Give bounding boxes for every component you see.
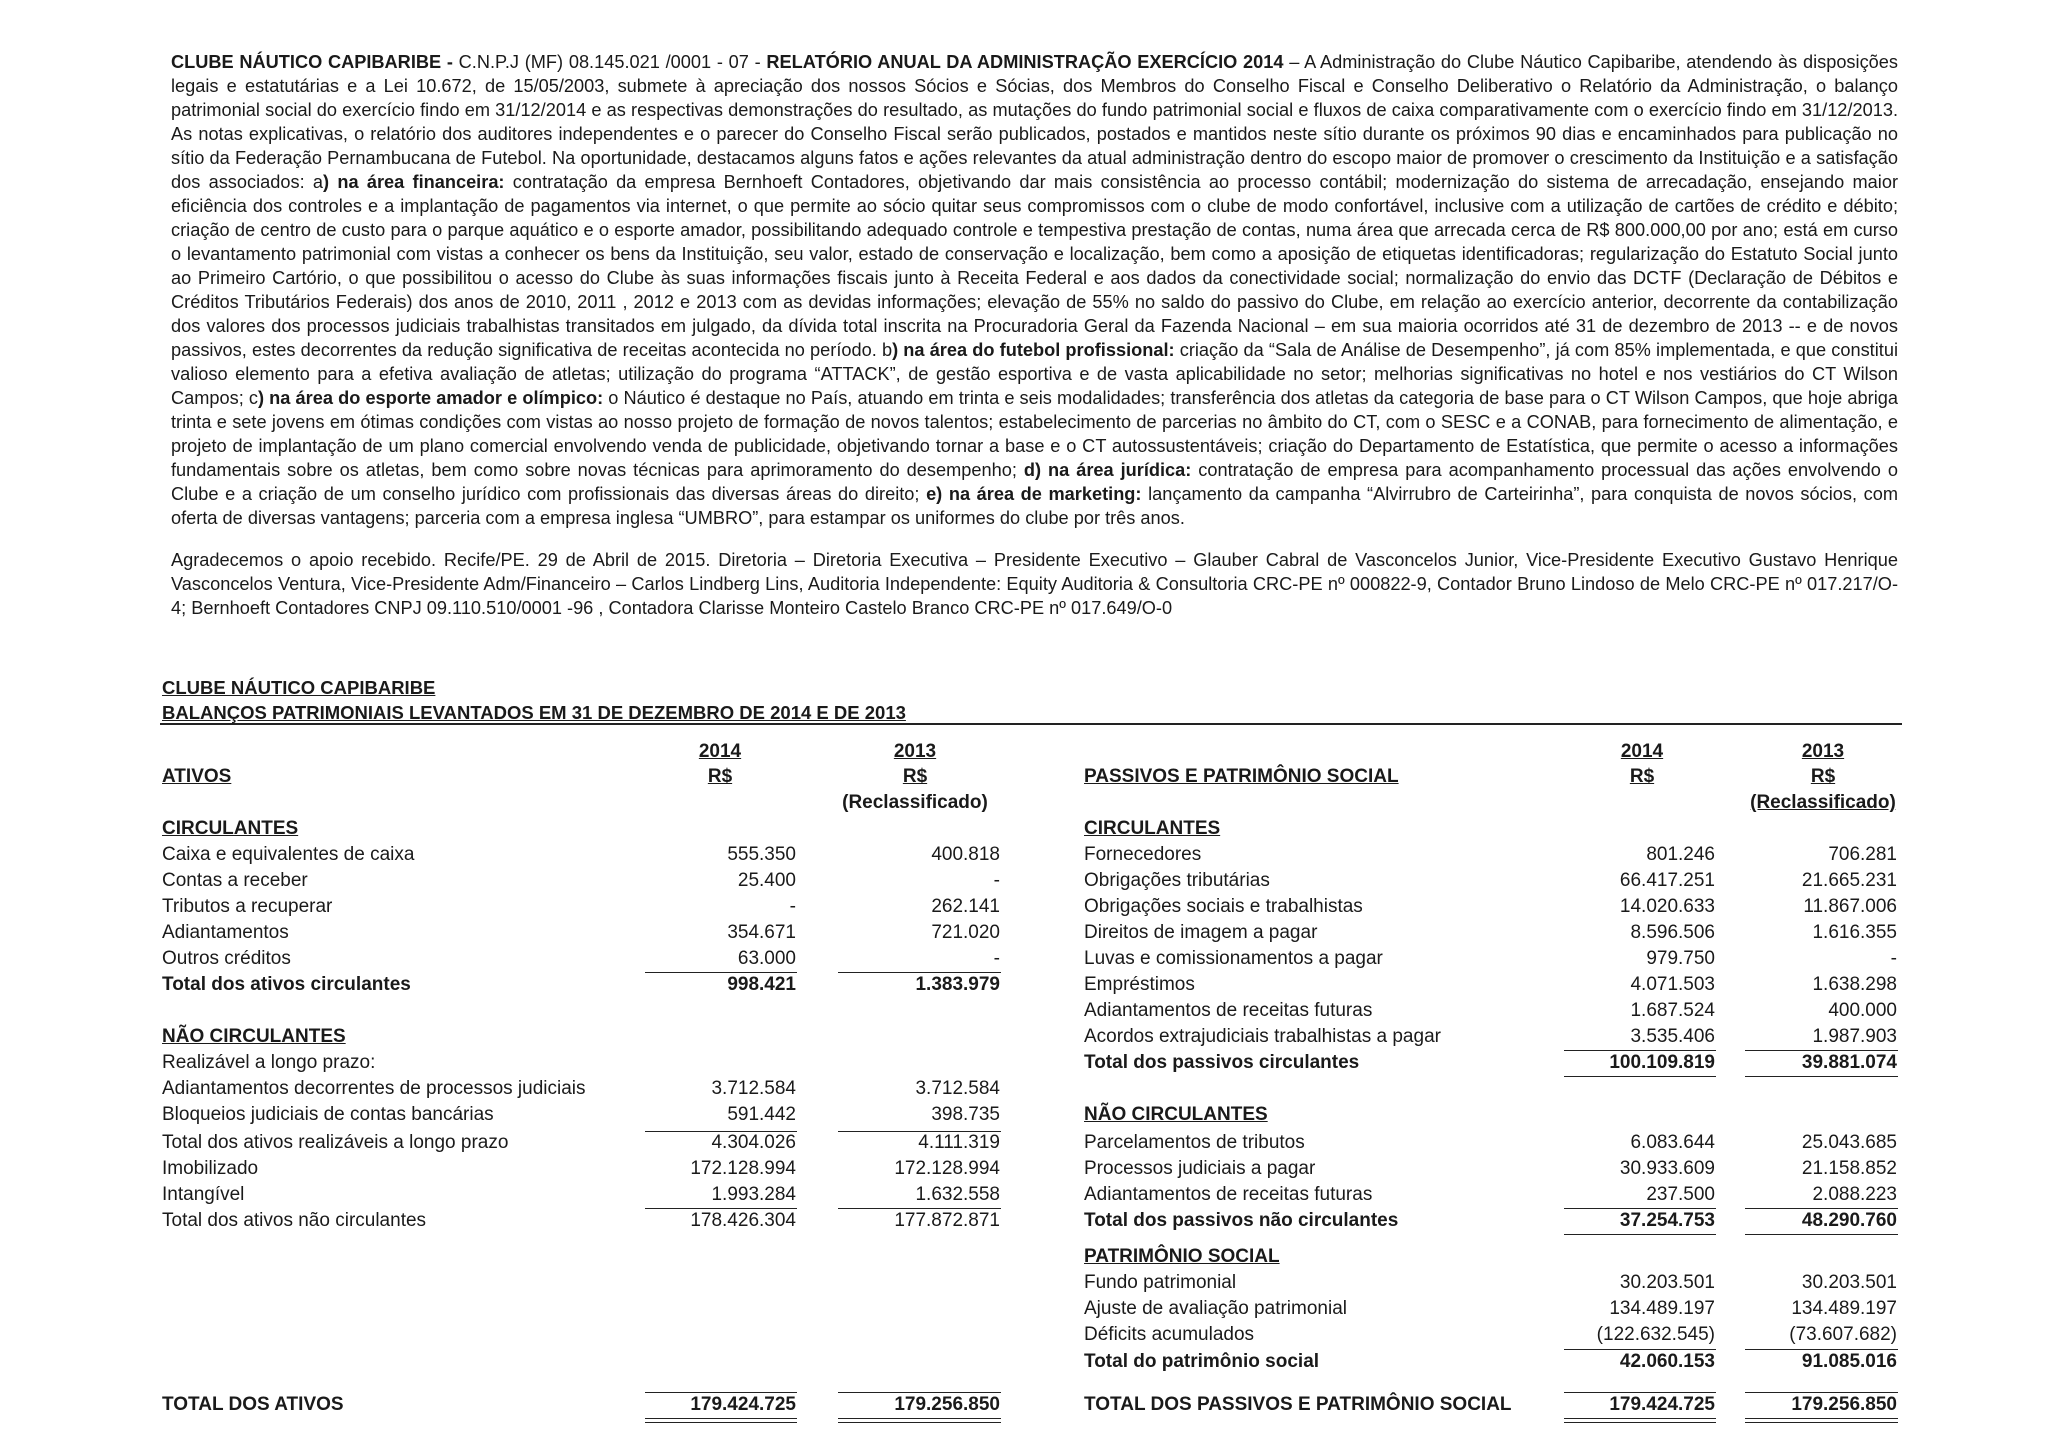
assets-total-label: TOTAL DOS ATIVOS	[162, 1394, 344, 1415]
assets-nc-total-2014: 178.426.304	[690, 1210, 796, 1231]
liab-current-row-2013: 1.638.298	[1812, 974, 1897, 995]
balance-header-rule	[160, 723, 1902, 725]
equity-row-label: Déficits acumulados	[1084, 1324, 1255, 1345]
liab-currency-2014: R$	[1629, 766, 1655, 787]
assets-current-total-2014: 998.421	[727, 974, 796, 995]
liab-current-total-2014: 100.109.819	[1609, 1052, 1715, 1073]
liab-total-double-line	[1745, 1418, 1898, 1423]
intro-segment: C.N.P.J (MF) 08.145.021 /0001 - 07 -	[452, 52, 767, 72]
asset-lp-row-2013: 3.712.584	[915, 1078, 1000, 1099]
liab-current-row-label: Luvas e comissionamentos a pagar	[1084, 948, 1383, 969]
balance-company: CLUBE NÁUTICO CAPIBARIBE	[162, 677, 436, 698]
assets-lp-total-2013: 4.111.319	[918, 1132, 1000, 1153]
intro-segment: ) na área do futebol profissional:	[892, 340, 1175, 360]
assets-nc-total-2013: 177.872.871	[894, 1210, 1000, 1231]
liab-current-row-2014: 66.417.251	[1619, 870, 1715, 891]
liab-current-row-2013: 706.281	[1828, 844, 1897, 865]
liab-nc-row-label: Processos judiciais a pagar	[1084, 1158, 1316, 1179]
liab-current-row-2014: 801.246	[1646, 844, 1715, 865]
liab-current-row-2014: 4.071.503	[1630, 974, 1715, 995]
assets-currency-2014: R$	[707, 766, 733, 787]
assets-total-double-line	[838, 1418, 1001, 1423]
intro-segment: – A Administração do Clube Náutico Capibaribe, atendendo às disposições legais e estatutárias e a Lei 10.672, de 15/05/2003, submete à apreciação dos nossos Sócios e Sócias, dos Membros do Conselho Fiscal e Conselho Deliberativo o Relatório da Administração, o balanço patrimonial social do exercício findo em 31/12/2014 e as respectivas demonstrações do resultado, as mutações do fundo patrimonial social e fluxos de caixa comparativamente com o exercício findo em 31/12/2013. As notas explicativas, o relatório dos auditores independentes e o parecer do Conselho Fiscal serão publicados, postados e mantidos neste sítio durante os próximos 90 dias e encaminhados para publicação no sítio da Federação Pernambucana de Futebol. Na oportunidade, destacamos alguns fatos e ações relevantes da atual administração dentro do escopo maior de promover o crescimento da Instituição e a satisfação dos associados: a	[171, 52, 1898, 192]
equity-total-label: Total do patrimônio social	[1084, 1351, 1320, 1372]
liab-year-2013: 2013	[1801, 741, 1845, 762]
liab-currency-2013: R$	[1810, 766, 1836, 787]
liab-current-row-2013: 1.987.903	[1812, 1026, 1897, 1047]
intro-segment: lançamento da campanha “Alvirrubro de Carteirinha”, para conquista de novos sócios, com oferta de diversas vantagens; parceria com a empresa inglesa “UMBRO”, para estampar os uniformes do clube por três anos.	[171, 484, 1898, 528]
liab-current-row-label: Fornecedores	[1084, 844, 1202, 865]
liab-current-row-2013: -	[1890, 948, 1897, 969]
asset-current-row-2013: 400.818	[931, 844, 1000, 865]
liab-nc-row-2013: 2.088.223	[1812, 1184, 1897, 1205]
asset-current-row-2014: 25.400	[737, 870, 796, 891]
assets-total-2013: 179.256.850	[894, 1394, 1000, 1415]
equity-row-2014: (122.632.545)	[1596, 1324, 1715, 1345]
assets-lp-total-2014: 4.304.026	[711, 1132, 796, 1153]
asset-intangivel-label: Intangível	[162, 1184, 245, 1205]
liab-nc-row-2014: 30.933.609	[1619, 1158, 1715, 1179]
intro-segment: o Náutico é destaque no País, atuando em trinta e seis modalidades; transferência dos atletas da categoria de base para o CT Wilson Campos, que hoje abriga trinta e sete jovens em ótimas condições com vistas ao nosso projeto de formação de novos talentos; estabelecimento de parcerias no âmbito do CT, com o SESC e a CONAB, para fornecimento de alimentação, e projeto de implantação de um plano comercial envolvendo venda de publicidade, objetivando tornar a base e o CT autossustentáveis; criação do Departamento de Estatística, que permite o acesso a informações fundamentais sobre os atletas, bem como sobre novas técnicas para aprimoramento do desempenho;	[171, 388, 1898, 480]
liab-nc-total-label: Total dos passivos não circulantes	[1084, 1210, 1399, 1231]
asset-current-row-2014: 354.671	[727, 922, 796, 943]
liab-current-row-2013: 11.867.006	[1803, 896, 1897, 917]
intro-segment: ) na área do esporte amador e olímpico:	[258, 388, 604, 408]
balance-title: BALANÇOS PATRIMONIAIS LEVANTADOS EM 31 DE DEZEMBRO DE 2014 E DE 2013	[162, 702, 906, 723]
liab-current-row-2013: 21.665.231	[1801, 870, 1897, 891]
asset-current-row-2013: 262.141	[931, 896, 1000, 917]
asset-current-row-2014: 63.000	[737, 948, 796, 969]
liab-current-row-2013: 400.000	[1828, 1000, 1897, 1021]
equity-heading: PATRIMÔNIO SOCIAL	[1084, 1246, 1280, 1267]
assets-noncurrent-heading: NÃO CIRCULANTES	[162, 1026, 346, 1047]
assets-title: ATIVOS	[162, 766, 232, 787]
liab-reclass-note: (Reclassificado)	[1750, 792, 1896, 813]
liab-current-row-label: Adiantamentos de receitas futuras	[1084, 1000, 1373, 1021]
liab-nc-total-2013: 48.290.760	[1801, 1210, 1897, 1231]
intro-segment: contratação da empresa Bernhoeft Contadores, objetivando dar mais consistência ao processo contábil; modernização do sistema de arrecadação, ensejando maior eficiência dos controles e a implantação de pagamentos via internet, o que permite ao sócio quitar seus compromissos com o clube de modo confortável, inclusive com a utilização de cartões de crédito e débito; criação de centro de custo para o parque aquático e o esporte amador, possibilitando adequado controle e tempestiva prestação de contas, numa área que arrecada cerca de R$ 800.000,00 por ano; está em curso o levantamento patrimonial com vistas a conhecer os bens da Instituição, seu valor, estado de conservação e localização, bem como a aposição de etiquetas identificadoras; regularização do Estatuto Social junto ao Primeiro Cartório, o que possibilitou o acesso do Clube às suas informações fiscais junto à Receita Federal e aos dados da conectividade social; normalização do envio das DCTF (Declaração de Débitos e Créditos Tributários Federais) dos anos de 2010, 2011 , 2012 e 2013 com as devidas informações; elevação de 55% no saldo do passivo do Clube, em relação ao exercício anterior, decorrente da contabilização dos valores dos processos judiciais trabalhistas transitados em julgado, da dívida total inscrita na Procuradoria Geral da Fazenda Nacional – em sua maioria ocorridos até 31 de dezembro de 2013 -- e de novos passivos, estes decorrentes da redução significativa de receitas acontecida no período. b	[171, 172, 1898, 360]
liab-nc-row-label: Parcelamentos de tributos	[1084, 1132, 1305, 1153]
asset-current-row-2014: 555.350	[727, 844, 796, 865]
asset-current-row-label: Outros créditos	[162, 948, 291, 969]
liab-nc-row-label: Adiantamentos de receitas futuras	[1084, 1184, 1373, 1205]
asset-current-row-label: Adiantamentos	[162, 922, 289, 943]
asset-lp-row-label: Bloqueios judiciais de contas bancárias	[162, 1104, 494, 1125]
asset-intangivel-2014: 1.993.284	[711, 1184, 796, 1205]
intro-segment: d) na área jurídica:	[1023, 460, 1192, 480]
intro-segment: CLUBE NÁUTICO CAPIBARIBE -	[171, 52, 453, 72]
asset-lp-row-2014: 3.712.584	[711, 1078, 796, 1099]
liab-nc-underline	[1745, 1234, 1898, 1235]
assets-current-heading: CIRCULANTES	[162, 818, 299, 839]
liab-current-row-2014: 8.596.506	[1630, 922, 1715, 943]
asset-imobilizado-2014: 172.128.994	[690, 1158, 796, 1179]
report-paragraph-signatures: Agradecemos o apoio recebido. Recife/PE. 29 de Abril de 2015. Diretoria – Diretoria Executiva – Presidente Executivo – Glauber Cabral de Vasconcelos Junior, Vice-Presidente Executivo Gustavo Henrique Vasconcelos Ventura, Vice-Presidente Adm/Financeiro – Carlos Lindberg Lins, Auditoria Independente: Equity Auditoria & Consultoria CRC-PE nº 000822-9, Contador Bruno Lindoso de Melo CRC-PE nº 017.217/O-4; Bernhoeft Contadores CNPJ 09.110.510/0001 -96 , Contadora Clarisse Monteiro Castelo Branco CRC-PE nº 017.649/O-0	[171, 550, 1898, 618]
liab-current-total-2013: 39.881.074	[1801, 1052, 1897, 1073]
asset-current-row-2013: -	[993, 870, 1000, 891]
assets-nc-total-label: Total dos ativos não circulantes	[162, 1210, 427, 1231]
liab-total-label: TOTAL DOS PASSIVOS E PATRIMÔNIO SOCIAL	[1084, 1394, 1512, 1415]
liab-nc-row-2013: 25.043.685	[1801, 1132, 1897, 1153]
asset-imobilizado-2013: 172.128.994	[894, 1158, 1000, 1179]
asset-current-row-label: Contas a receber	[162, 870, 308, 891]
asset-lp-row-2013: 398.735	[931, 1104, 1000, 1125]
liab-current-row-label: Obrigações sociais e trabalhistas	[1084, 896, 1363, 917]
liab-current-row-2014: 14.020.633	[1619, 896, 1715, 917]
liab-current-row-label: Direitos de imagem a pagar	[1084, 922, 1318, 943]
assets-year-2013: 2013	[893, 741, 937, 762]
liab-nc-total-2014: 37.254.753	[1619, 1210, 1715, 1231]
assets-current-total-label: Total dos ativos circulantes	[162, 974, 411, 995]
equity-row-label: Ajuste de avaliação patrimonial	[1084, 1298, 1347, 1319]
assets-reclass-note: (Reclassificado)	[842, 792, 988, 813]
equity-row-label: Fundo patrimonial	[1084, 1272, 1237, 1293]
liab-current-row-2014: 3.535.406	[1630, 1026, 1715, 1047]
intro-segment: criação da “Sala de Análise de Desempenho”, já com 85% implementada, e que constitui valioso elemento para a efetiva avaliação de atletas; utilização do programa “ATTACK”, de gestão esportiva e de vasta aplicabilidade no setor; melhorias significativas no hotel e nos vestiários do CT Wilson Campos; c	[171, 340, 1898, 408]
equity-row-2013: (73.607.682)	[1789, 1324, 1897, 1345]
asset-current-row-2013: 721.020	[931, 922, 1000, 943]
liab-current-row-label: Empréstimos	[1084, 974, 1195, 995]
liab-current-underline	[1564, 1076, 1716, 1077]
intro-segment: ) na área financeira:	[323, 172, 505, 192]
liab-current-row-2013: 1.616.355	[1812, 922, 1897, 943]
liab-nc-row-2014: 6.083.644	[1630, 1132, 1715, 1153]
liab-nc-underline	[1564, 1234, 1716, 1235]
asset-lp-row-2014: 591.442	[727, 1104, 796, 1125]
asset-current-row-label: Tributos a recuperar	[162, 896, 333, 917]
asset-lp-row-label: Adiantamentos decorrentes de processos judiciais	[162, 1078, 586, 1099]
liab-current-row-label: Acordos extrajudiciais trabalhistas a pagar	[1084, 1026, 1441, 1047]
report-paragraph-main	[171, 50, 1898, 530]
assets-current-total-2013: 1.383.979	[915, 974, 1000, 995]
assets-total-2014: 179.424.725	[690, 1394, 796, 1415]
liab-year-2014: 2014	[1620, 741, 1664, 762]
assets-lp-total-label: Total dos ativos realizáveis a longo prazo	[162, 1132, 509, 1153]
liab-current-heading: CIRCULANTES	[1084, 818, 1221, 839]
asset-intangivel-2013: 1.632.558	[915, 1184, 1000, 1205]
liab-current-row-2014: 979.750	[1646, 948, 1715, 969]
report-intro	[171, 50, 1898, 620]
equity-row-2013: 30.203.501	[1801, 1272, 1897, 1293]
liab-current-row-2014: 1.687.524	[1630, 1000, 1715, 1021]
liab-total-2013: 179.256.850	[1791, 1394, 1897, 1415]
liab-total-double-line	[1564, 1418, 1716, 1423]
intro-segment: contratação de empresa para acompanhamento processual das ações envolvendo o Clube e a criação de um conselho jurídico com profissionais das diversas áreas do direito;	[171, 460, 1898, 504]
liab-total-2014: 179.424.725	[1609, 1394, 1715, 1415]
equity-row-2013: 134.489.197	[1791, 1298, 1897, 1319]
equity-total-2013: 91.085.016	[1801, 1351, 1897, 1372]
liab-nc-row-2014: 237.500	[1646, 1184, 1715, 1205]
liab-current-total-label: Total dos passivos circulantes	[1084, 1052, 1360, 1073]
liab-nc-row-2013: 21.158.852	[1801, 1158, 1897, 1179]
assets-currency-2013: R$	[902, 766, 928, 787]
liab-current-row-label: Obrigações tributárias	[1084, 870, 1270, 891]
equity-row-2014: 134.489.197	[1609, 1298, 1715, 1319]
liab-noncurrent-heading: NÃO CIRCULANTES	[1084, 1104, 1268, 1125]
equity-row-2014: 30.203.501	[1619, 1272, 1715, 1293]
assets-year-2014: 2014	[698, 741, 742, 762]
equity-total-2014: 42.060.153	[1619, 1351, 1715, 1372]
intro-segment: e) na área de marketing:	[926, 484, 1142, 504]
asset-current-row-label: Caixa e equivalentes de caixa	[162, 844, 415, 865]
asset-current-row-2014: -	[789, 896, 796, 917]
asset-imobilizado-label: Imobilizado	[162, 1158, 259, 1179]
liabilities-title: PASSIVOS E PATRIMÔNIO SOCIAL	[1084, 766, 1399, 787]
liab-current-underline	[1745, 1076, 1898, 1077]
asset-current-row-2013: -	[993, 948, 1000, 969]
realizavel-heading: Realizável a longo prazo:	[162, 1052, 376, 1073]
assets-total-double-line	[645, 1418, 797, 1423]
intro-segment: RELATÓRIO ANUAL DA ADMINISTRAÇÃO EXERCÍCIO 2014	[766, 52, 1284, 72]
